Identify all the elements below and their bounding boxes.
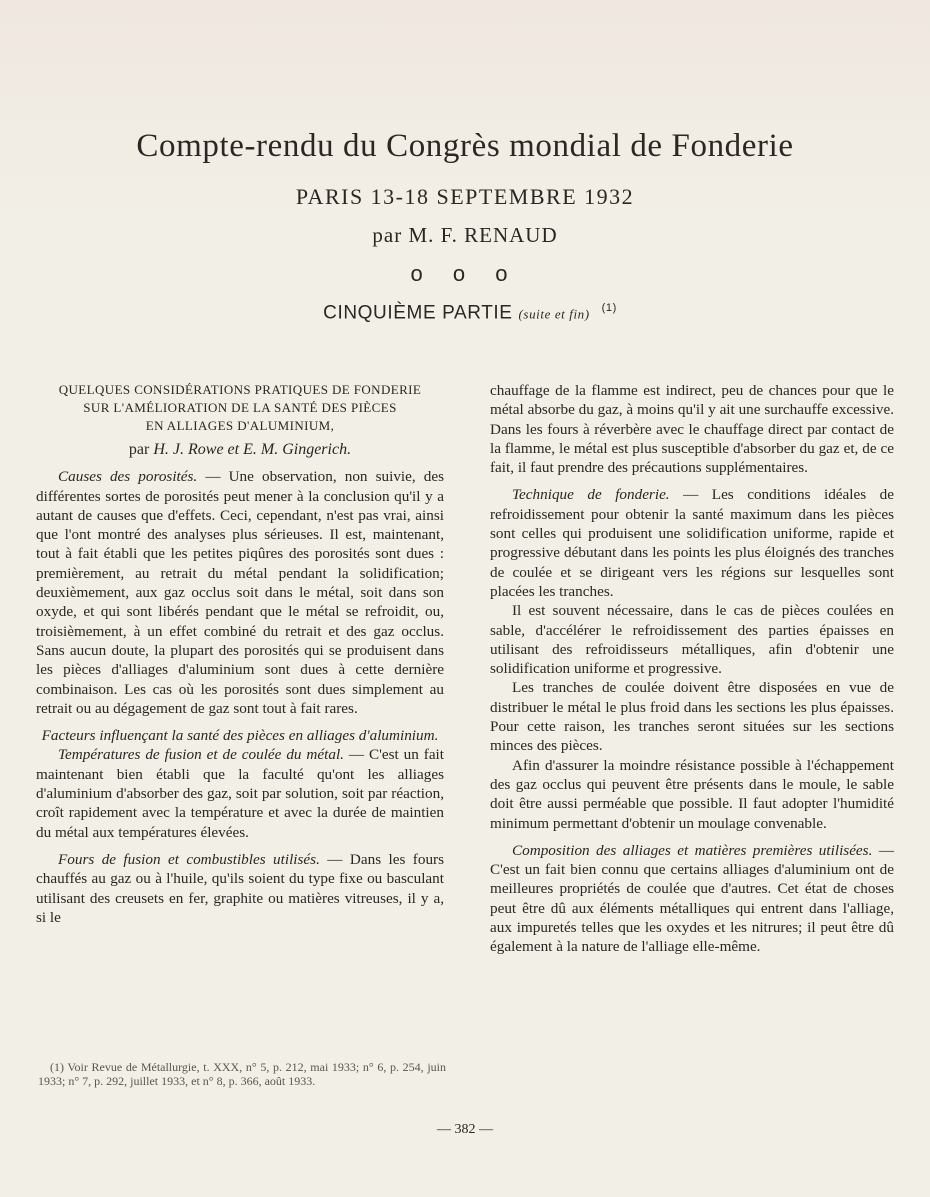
- paragraph-body: — Une observation, non suivie, des différentes sortes de porosités peut mener à la conclusion qu'il y a autant de causes que d'effets. Ceci, cependant, n'est pas vrai, ainsi que l'ont montré des analyses plus sérieuses. Il est, maintenant, tout à fait établi que les petites piqûres des porosités sont dues : premièrement, au retrait du métal pendant la solidification; deuxièmement, aux gaz occlus soit dans le métal, soit dans son oxyde, et qui sont libérés pendant que le métal se refroidit, ou, troisièmement, à un effet combiné du retrait et des gaz occlus. Sans aucun doute, la plupart des porosités qui se produisent dans les pièces d'alliages d'aluminium sont dues à cette dernière combinaison. Les cas où les porosités sont dues simplement au retrait ou au dégagement de gaz sont tout à fait rares.: [36, 468, 444, 717]
- section-heading: [36, 381, 444, 435]
- paragraph-body: — C'est un fait maintenant bien établi que la faculté qu'ont les alliages d'aluminium d'absorber des gaz, soit par solution, soit par réaction, croît rapidement avec la température et avec la durée de maintien du métal aux températures élevées.: [36, 746, 444, 841]
- footnote-reference[interactable]: (1): [601, 302, 617, 314]
- right-column: [490, 381, 894, 957]
- paragraph-title: Fours de fusion et combustibles utilisés.: [58, 850, 320, 868]
- subsection-heading: Facteurs influençant la santé des pièces en alliages d'aluminium.: [41, 727, 439, 745]
- paragraph-fours: [36, 850, 444, 927]
- part-heading: [0, 302, 930, 324]
- paragraph-technique: [490, 485, 894, 601]
- paragraph-continued: chauffage de la flamme est indirect, peu de chances pour que le métal absorbe du gaz, à moins qu'il y ait une surchauffe excessive. Dans les fours à réverbère avec le chauffage direct par contact de la flamme, le métal est plus susceptible d'absorber du gaz et, de ce fait, il faut prendre des précautions supplémentaires.: [490, 382, 894, 477]
- paragraph-sable: Afin d'assurer la moindre résistance possible à l'échappement des gaz occlus qui peuvent être présents dans le moule, le sable doit être aussi perméable que possible. Il faut adopter l'humidité minimum permettant d'obtenir un moulage convenable.: [490, 756, 894, 832]
- paragraph-title: Technique de fonderie.: [512, 486, 670, 504]
- authors-prefix: par: [128, 441, 150, 458]
- paragraph-tranches: Les tranches de coulée doivent être disposées en vue de distribuer le métal le plus froid dans les sections les plus épaisses. Pour cette raison, les tranches seront situées sur les sections minces des pièces.: [490, 679, 894, 755]
- paragraph-body: — C'est un fait bien connu que certains alliages d'aluminium ont de meilleures propriétés de coulée que d'autres. Cet état de choses peut être dû aux éléments métalliques qui entrent dans l'alliage, aux impuretés telles que les oxydes et les nitrures; il peut être dû également à la nature de l'alliage elle-même.: [490, 841, 894, 956]
- part-label: CINQUIÈME PARTIE: [323, 302, 513, 324]
- section-heading-line: SUR L'AMÉLIORATION DE LA SANTÉ DES PIÈCES: [83, 400, 397, 415]
- paragraph-title: Causes des porosités.: [58, 468, 198, 486]
- page-title: Compte-rendu du Congrès mondial de Fonderie: [136, 128, 794, 164]
- article-header: [0, 128, 930, 324]
- section-heading-line: QUELQUES CONSIDÉRATIONS PRATIQUES DE FONDERIE: [58, 382, 422, 397]
- congress-dates: PARIS 13-18 SEPTEMBRE 1932: [295, 184, 635, 209]
- authors-names: H. J. Rowe et E. M. Gingerich.: [153, 441, 352, 458]
- paragraph-title: Températures de fusion et de coulée du métal.: [58, 746, 344, 764]
- paragraph-title: Composition des alliages et matières premières utilisées.: [512, 841, 873, 859]
- ornament-divider: o o o: [410, 261, 520, 286]
- footnote: (1) Voir Revue de Métallurgie, t. XXX, n° 5, p. 212, mai 1933; n° 6, p. 254, juin 1933; n° 7, p. 292, juillet 1933, et n° 8, p. 366, août 1933.: [38, 1060, 446, 1088]
- page-number: — 382 —: [437, 1122, 493, 1137]
- paragraph-temperatures: [36, 745, 444, 841]
- paragraph-body: — Dans les fours chauffés au gaz ou à l'huile, qu'ils soient du type fixe ou basculant utilisant des creusets en fer, graphite ou matières vitreuses, il y a, si le: [36, 850, 444, 926]
- paragraph-composition: [490, 841, 894, 957]
- paragraph-body: — Les conditions idéales de refroidissement pour obtenir la santé maximum dans les pièces sont celles qui produisent une solidification uniforme, rapide et progressive débutant dans les points les plus éloignés des tranches de coulée et se dirigeant vers les régions sur lesquelles sont placées les tranches.: [490, 486, 894, 600]
- author-byline: par M. F. RENAUD: [372, 223, 558, 247]
- left-column: [36, 381, 444, 927]
- paragraph-causes: [36, 467, 444, 718]
- section-authors: [36, 440, 444, 459]
- section-heading-line: EN ALLIAGES D'ALUMINIUM,: [145, 418, 335, 433]
- paragraph-refroidisseurs: Il est souvent nécessaire, dans le cas de pièces coulées en sable, d'accélérer le refroidissement des parties épaisses en utilisant des refroidisseurs métalliques, afin d'obtenir une solidification uniforme et progressive.: [490, 602, 894, 678]
- part-suite: (suite et fin): [518, 306, 590, 322]
